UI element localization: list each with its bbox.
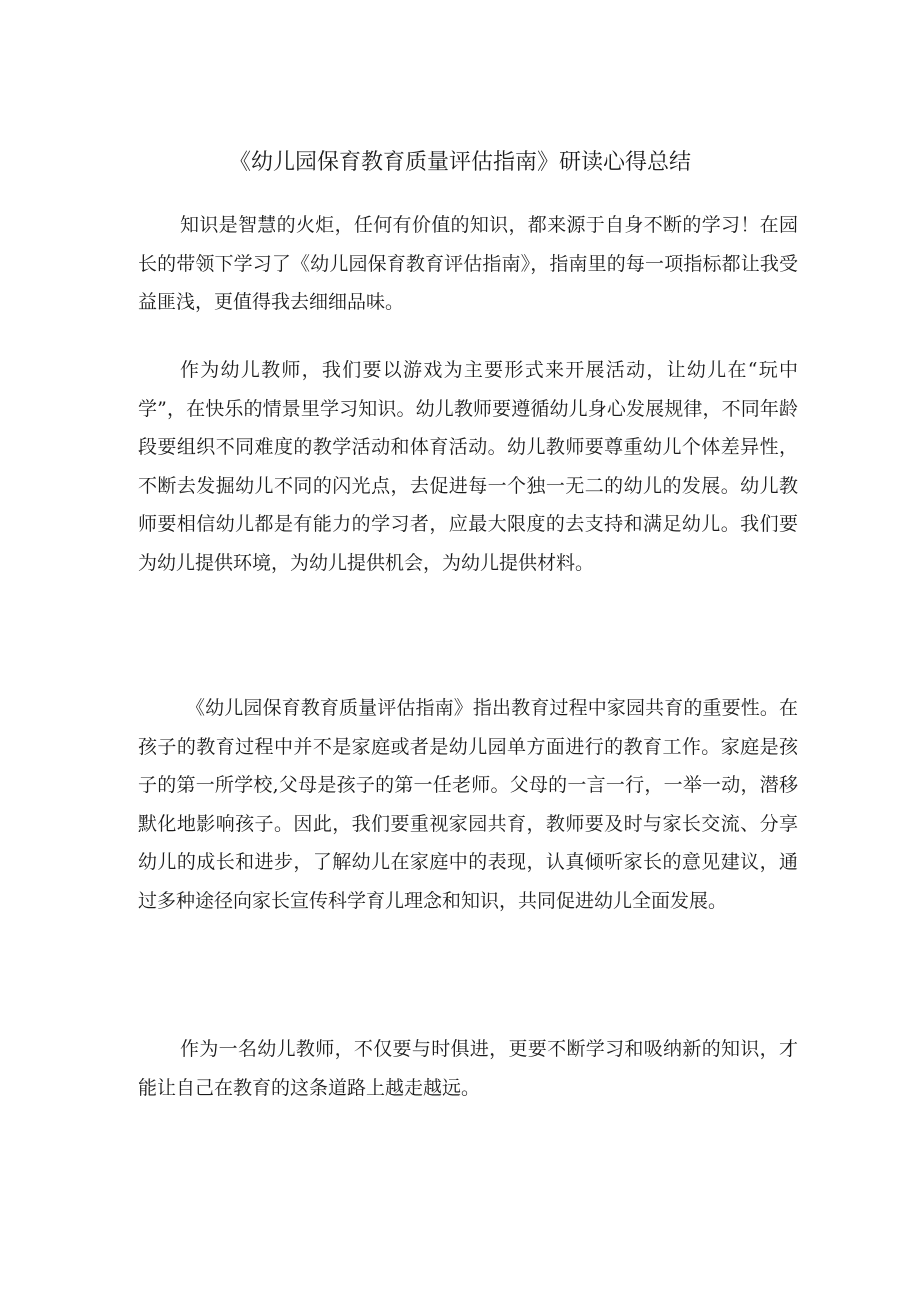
paragraph-3: 《幼儿园保育教育质量评估指南》指出教育过程中家园共育的重要性。在孩子的教育过程中并不是家庭或者是幼儿园单方面进行的教育工作。家庭是孩子的第一所学校,父母是孩子的第一任老师。父母的一言一行，一举一动，潜移默化地影响孩子。因此，我们要重视家园共育，教师要及时与家长交流、分享幼儿的成长和进步，了解幼儿在家庭中的表现，认真倾听家长的意见建议，通过多种途径向家长宣传科学育儿理念和知识，共同促进幼儿全面发展。 bbox=[138, 697, 798, 912]
paragraph-1: 知识是智慧的火炬，任何有价值的知识，都来源于自身不断的学习！在园长的带领下学习了《幼儿园保育教育评估指南》，指南里的每一项指标都让我受益匪浅，更值得我去细细品味。 bbox=[138, 214, 798, 314]
document-title: 《幼儿园保育教育质量评估指南》研读心得总结 bbox=[228, 150, 691, 175]
paragraph-2: 作为幼儿教师，我们要以游戏为主要形式来开展活动，让幼儿在“玩中学”，在快乐的情景里学习知识。幼儿教师要遵循幼儿身心发展规律，不同年龄段要组织不同难度的教学活动和体育活动。幼儿教师要尊重幼儿个体差异性，不断去发掘幼儿不同的闪光点，去促进每一个独一无二的幼儿的发展。幼儿教师要相信幼儿都是有能力的学习者，应最大限度的去支持和满足幼儿。我们要为幼儿提供环境，为幼儿提供机会，为幼儿提供材料。 bbox=[138, 359, 798, 574]
paragraph-4: 作为一名幼儿教师，不仅要与时俱进，更要不断学习和吸纳新的知识，才能让自己在教育的这条道路上越走越远。 bbox=[138, 1038, 798, 1099]
